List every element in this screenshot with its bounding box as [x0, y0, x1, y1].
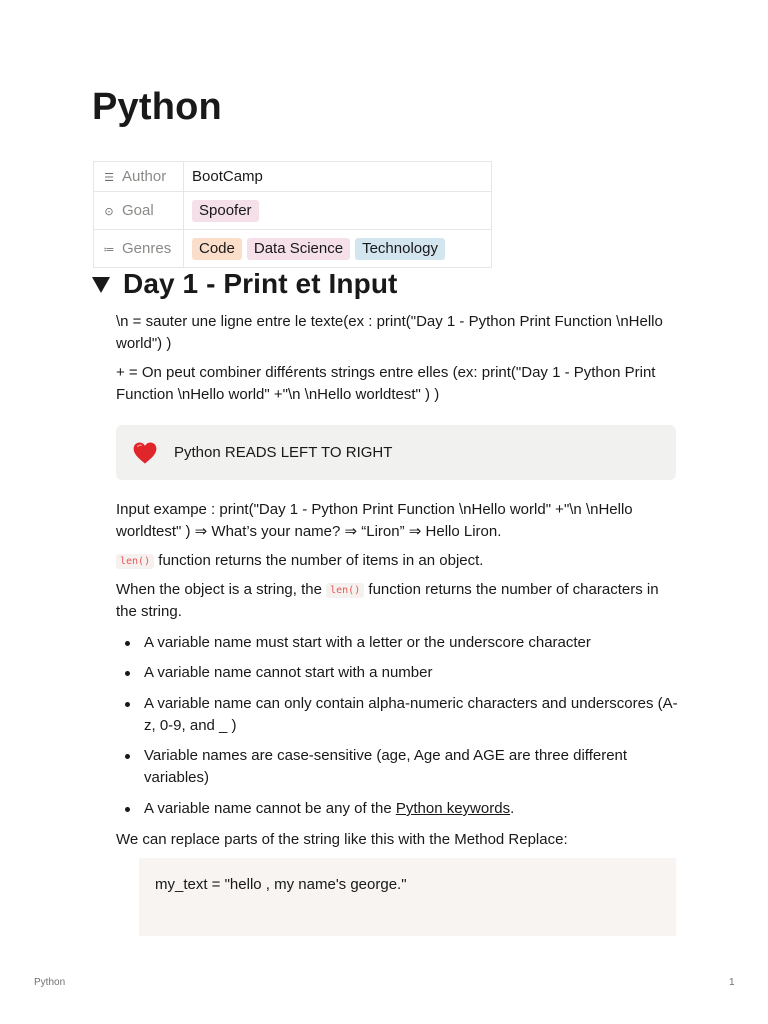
list-item	[144, 632, 678, 654]
inline-code-len: len()	[326, 583, 364, 598]
property-label: Genres	[122, 240, 172, 257]
tag-technology[interactable]: Technology	[355, 238, 445, 260]
paragraph-concat: + = On peut combiner différents strings entre elles (ex: print("Day 1 - Python Print Function \nHello world" +"\n \nHello worldtest" ) )	[116, 364, 656, 403]
list-icon: ≔	[103, 244, 115, 256]
paragraph-newline: \n = sauter une ligne entre le texte(ex : print("Day 1 - Python Print Function \nHello world") )	[116, 313, 663, 352]
paragraph-input-example: Input exampe : print("Day 1 - Python Print Function \nHello world" +"\n \nHello worldtest" ) ⇒ What’s your name? ⇒ “Liron” ⇒ Hello Liron.	[116, 501, 633, 540]
paragraph-len	[116, 550, 678, 572]
page-number: 1	[729, 977, 735, 988]
property-row-genres	[94, 230, 492, 268]
tag-spoofer[interactable]: Spoofer	[192, 200, 259, 222]
paragraph-text: function returns the number of characters in the string.	[116, 581, 659, 620]
list-item-text: A variable name cannot be any of the	[144, 800, 396, 817]
list-item	[144, 745, 678, 788]
callout	[116, 425, 676, 480]
toggle-triangle-icon[interactable]	[92, 277, 110, 293]
list-item-text: A variable name cannot start with a number	[144, 664, 433, 681]
code-block[interactable]	[139, 858, 676, 936]
callout-text: Python READS LEFT TO RIGHT	[174, 443, 393, 461]
toggle-heading[interactable]	[92, 268, 397, 300]
property-row-author	[94, 162, 492, 192]
property-value[interactable]: BootCamp	[184, 162, 492, 192]
list-item-text: A variable name must start with a letter or the underscore character	[144, 634, 591, 651]
tag-code[interactable]: Code	[192, 238, 242, 260]
footer-title: Python	[34, 977, 66, 988]
property-label: Goal	[122, 202, 154, 219]
list-item	[144, 662, 678, 684]
property-row-goal	[94, 192, 492, 230]
page-title: Python	[92, 86, 222, 128]
list-item	[144, 798, 678, 820]
paragraph-replace: We can replace parts of the string like this with the Method Replace:	[116, 831, 568, 848]
property-label: Author	[122, 168, 167, 185]
section-heading: Day 1 - Print et Input	[123, 268, 398, 299]
paragraph-len-string	[116, 579, 678, 622]
properties-table	[93, 161, 492, 268]
text-lines-icon: ☰	[104, 172, 114, 184]
target-icon: ⊙	[104, 206, 114, 218]
paragraph-text: When the object is a string, the	[116, 581, 327, 598]
code-text: my_text = "hello , my name's george."	[155, 876, 407, 893]
tag-data-science[interactable]: Data Science	[247, 238, 350, 260]
list-item-text: A variable name can only contain alpha-numeric characters and underscores (A-z, 0-9, and _ )	[144, 695, 678, 734]
inline-code-len: len()	[116, 554, 154, 569]
list-item-text: Variable names are case-sensitive (age, Age and AGE are three different variables)	[144, 747, 628, 786]
paragraph-len-text: function returns the number of items in an object.	[154, 552, 484, 569]
python-keywords-link[interactable]: Python keywords	[395, 800, 511, 817]
heart-icon	[132, 440, 158, 466]
list-item	[144, 693, 678, 736]
list-item-text: .	[510, 800, 515, 817]
